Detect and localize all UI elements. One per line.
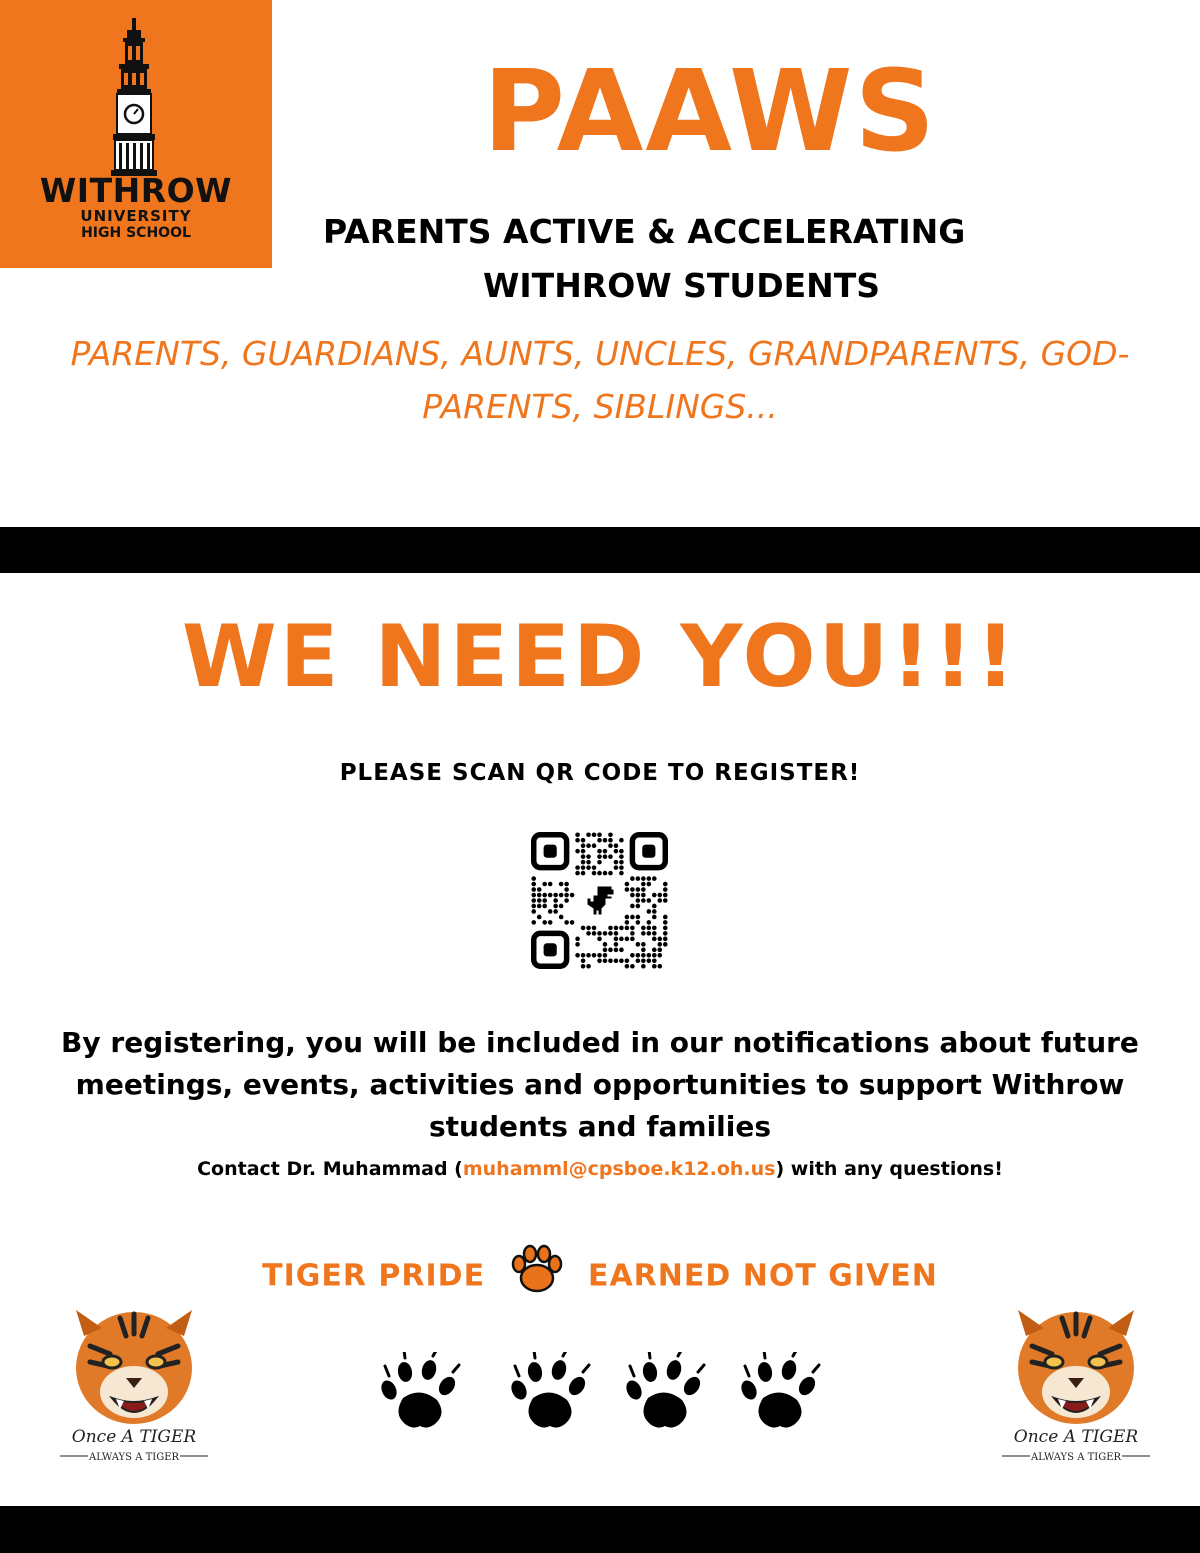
page-title: PAAWS [482, 47, 938, 177]
paw-print-icon [505, 1352, 595, 1442]
registration-description: By registering, you will be included in our notifications about future meetings, events, activities and opportunities to support Withrow students and families [61, 1026, 1139, 1143]
contact-prefix: Contact Dr. Muhammad ( [197, 1158, 463, 1180]
audience-line-1: PARENTS, GUARDIANS, AUNTS, UNCLES, GRANDPARENTS, GOD- [70, 334, 1130, 373]
contact-email-link[interactable]: muhamml@cpsboe.k12.oh.us [462, 1158, 776, 1180]
tiger-badge-text-1: Once A TIGER [71, 1427, 197, 1447]
tiger-badge-text-1: Once A TIGER [1013, 1427, 1139, 1447]
school-logo [0, 0, 272, 268]
paw-print-icon [735, 1352, 825, 1442]
tiger-badge-text-2: ALWAYS A TIGER [1030, 1452, 1122, 1463]
headline: WE NEED YOU!!! [181, 607, 1019, 707]
tiger-pride-slogan [0, 1258, 1200, 1296]
qr-code-icon[interactable] [531, 832, 668, 969]
audience-line-2: PARENTS, SIBLINGS... [422, 387, 778, 426]
tiger-badge-right [992, 1306, 1160, 1466]
tiger-head-icon [76, 1310, 192, 1424]
paw-print-icon [620, 1352, 710, 1442]
tiger-head-icon [1018, 1310, 1134, 1424]
paw-print-icon [509, 1244, 565, 1296]
contact-line [0, 1158, 1200, 1180]
pride-left-text: TIGER PRIDE [262, 1258, 486, 1294]
divider-bar-top [0, 527, 1200, 573]
tiger-badge-left [50, 1306, 218, 1466]
paw-print-icon [375, 1352, 465, 1442]
subtitle-line-1: PARENTS ACTIVE & ACCELERATING [323, 212, 966, 251]
tiger-badge-text-2: ALWAYS A TIGER [88, 1452, 180, 1463]
subtitle-line-2: WITHROW STUDENTS [483, 266, 881, 305]
contact-suffix: ) with any questions! [775, 1158, 1003, 1180]
clock-tower-icon [105, 18, 163, 176]
logo-text-university: UNIVERSITY [80, 207, 192, 225]
scan-prompt: PLEASE SCAN QR CODE TO REGISTER! [339, 760, 861, 786]
divider-bar-bottom [0, 1506, 1200, 1553]
pride-right-text: EARNED NOT GIVEN [587, 1258, 938, 1294]
logo-text-high-school: HIGH SCHOOL [81, 225, 191, 241]
logo-text-withrow: WITHROW [39, 171, 233, 210]
